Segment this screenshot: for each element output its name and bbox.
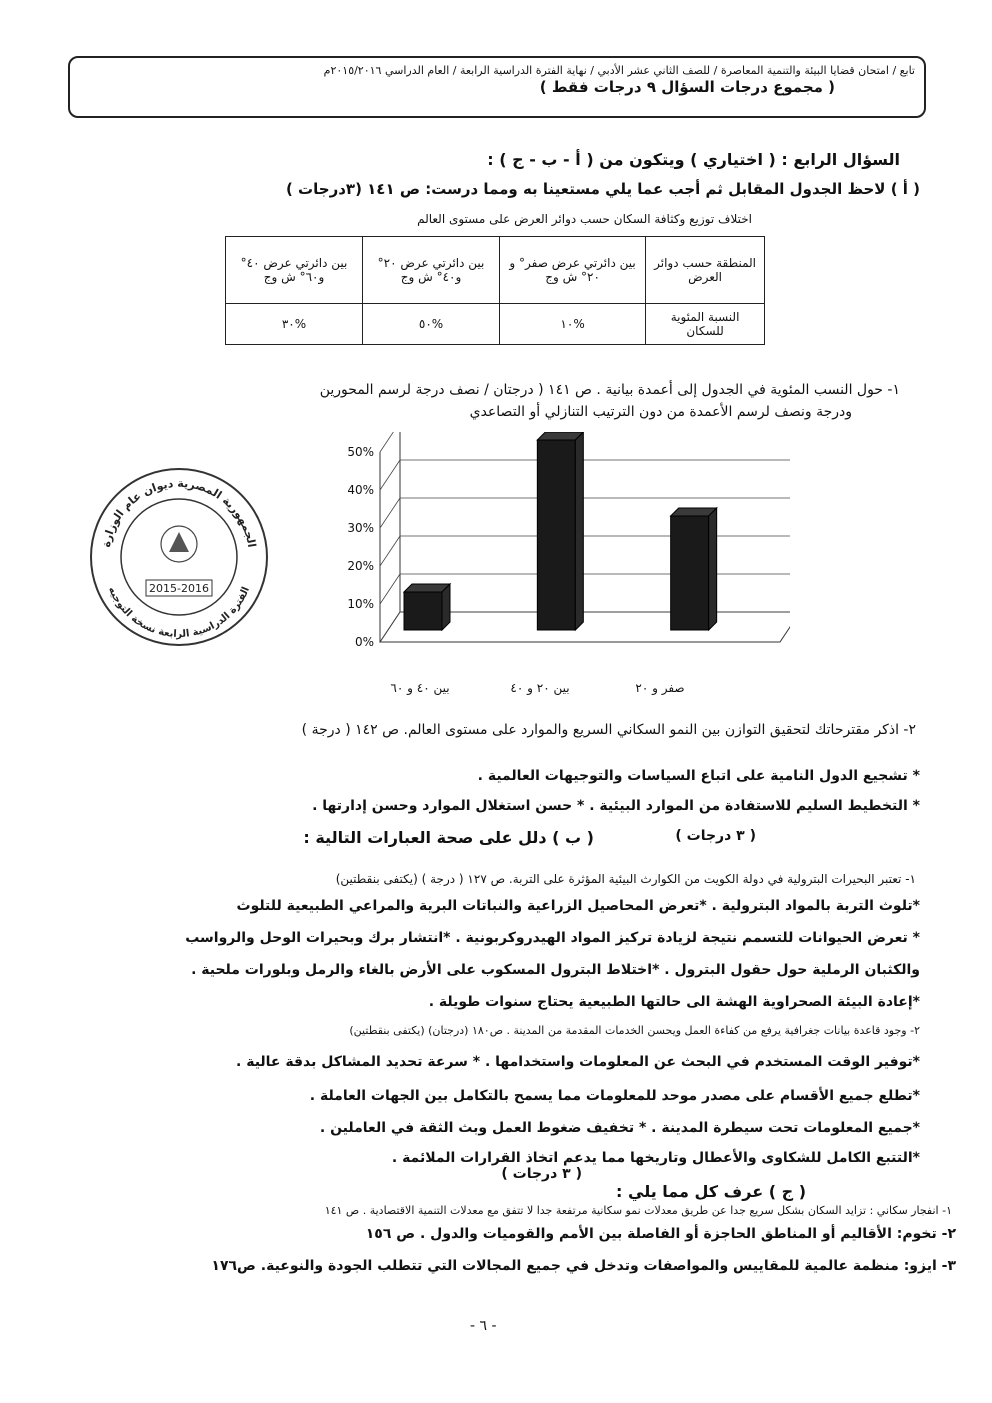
chart-bar-side: [442, 584, 450, 630]
chart-x-labels: [390, 681, 684, 696]
chart-bar-side: [709, 508, 717, 630]
seal-outer-ring: [91, 469, 267, 645]
part-c-heading: ( ج ) عرف كل مما يلي :: [616, 1182, 806, 1201]
chart-gridline-diag: [380, 498, 400, 528]
part-c-marks: ( ٣ درجات ): [501, 1166, 582, 1182]
table-row-label: النسبة المئوية للسكان: [646, 304, 765, 345]
population-table: [225, 236, 765, 345]
table-value-40-60: %٣٠: [226, 304, 363, 345]
question-title: السؤال الرابع : ( اختياري ) ويتكون من ( أ - ب - ج ) :: [487, 150, 900, 169]
b-s1-answer-1: *تلوث التربة بالمواد البترولية . *تعرض المحاصيل الزراعية والنباتات البرية والمراعي الطبيعية للتلوث: [236, 898, 920, 914]
b-s1-answer-2: * تعرض الحيوانات للتسمم نتيجة لزيادة تركيز المواد الهيدروكربونية . *انتشار برك وبحيرات الوحل والرواسب: [185, 930, 920, 946]
chart-gridline-diag: [380, 612, 400, 642]
b-s1-answer-3: والكثبان الرملية حول حقول البترول . *اختلاط البترول المسكوب على الأرض بالغاء والرمل وبلورات ملحية .: [191, 962, 920, 978]
c-definition-2: ٢- تخوم: الأقاليم أو المناطق الحاجزة أو الفاصلة بين الأمم والقوميات والدول . ص ١٥٦: [365, 1226, 956, 1242]
chart-x-tick-label: بين ٢٠ و ٤٠: [510, 681, 570, 695]
q1-text: ١- حول النسب المئوية في الجدول إلى أعمدة بيانية . ص ١٤١ ( درجتان / نصف درجة لرسم المحورين: [319, 382, 900, 398]
chart-y-tick-label: 0%: [354, 635, 374, 649]
table-header-region: المنطقة حسب دوائر العرض: [646, 237, 765, 304]
chart-gridline-diag: [380, 460, 400, 490]
chart-back-wall: [400, 432, 790, 612]
b-s1-answer-4: *إعادة البيئة الصحراوية الهشة الى حالتها الطبيعية يحتاج سنوات طويلة .: [428, 994, 920, 1010]
q2-text: ٢- اذكر مقترحاتك لتحقيق التوازن بين النمو السكاني السريع والموارد على مستوى العالم. ص ١٤٢ ( درجة ): [301, 722, 916, 738]
chart-bar: [671, 516, 709, 630]
chart-y-tick-label: 30%: [347, 521, 374, 535]
seal-year: 2015-2016: [149, 582, 209, 595]
part-b-marks: ( ٣ درجات ): [675, 828, 756, 844]
b-statement-1: ١- تعتبر البحيرات البترولية في دولة الكويت من الكوارث البيئية المؤثرة على التربة. ص ١٢٧ ( درجة ) (يكتفى بنقطتين): [335, 872, 916, 886]
c-definition-1: ١- انفجار سكاني : تزايد السكان بشكل سريع جدا عن طريق معدلات نمو سكانية مرتفعة جدا لا تتفق مع معدلات التنمية الاقتصادية . ص ١٤١: [324, 1204, 952, 1217]
part-b-heading: ( ب ) دلل على صحة العبارات التالية :: [303, 828, 594, 847]
part-a-heading: ( أ ) لاحظ الجدول المقابل ثم أجب عما يلي مستعينا به ومما درست: ص ١٤١ (٣درجات ): [285, 180, 920, 198]
chart-bar: [537, 440, 575, 630]
b-s2-answer-2: *تطلع جميع الأقسام على مصدر موحد للمعلومات مما يسمح بالتكامل بين الجهات العاملة .: [309, 1088, 920, 1104]
table-caption: اختلاف توزيع وكثافة السكان حسب دوائر العرض على مستوى العالم: [417, 212, 752, 226]
table-value-0-20: %١٠: [500, 304, 646, 345]
chart-y-tick-label: 20%: [347, 559, 374, 573]
chart-gridline-diag: [380, 432, 400, 452]
seal-inner-ring: [121, 499, 237, 615]
chart-bar: [404, 592, 442, 630]
table-header-0-20: بين دائرتي عرض صفر° و ٢٠° ش وج: [500, 237, 646, 304]
table-header-40-60: بين دائرتي عرض ٤٠° و٦٠° ش وج: [226, 237, 363, 304]
seal-top-text: الجمهورية المصرية ديوان عام الوزارة: [99, 476, 259, 549]
chart-gridline-diag: [380, 536, 400, 566]
ministry-seal: [84, 462, 274, 652]
q2-answer-1: * تشجيع الدول النامية على اتباع السياسات والتوجيهات العالمية .: [477, 768, 920, 784]
chart-y-tick-label: 10%: [347, 597, 374, 611]
b-statement-2: ٢- وجود قاعدة بيانات جغرافية يرفع من كفاءة العمل ويحسن الخدمات المقدمة من المدينة . ص١٨٠ (درجتان) (يكتفى بنقطتين): [349, 1024, 920, 1037]
page-number: - ٦ -: [470, 1318, 497, 1334]
chart-y-tick-label: 50%: [347, 445, 374, 459]
header-line1: تابع / امتحان قضايا البيئة والتنمية المعاصرة / للصف الثاني عشر الأدبي / نهاية الفترة الدراسية الرابعة / العام الدراسي ٢٠١٥/٢٠١٦م: [323, 64, 915, 77]
c-definition-3: ٣- ايزو: منظمة عالمية للمقاييس والمواصفات وتدخل في جميع المجالات التي تتطلب الجودة والنوعية. ص١٧٦: [211, 1258, 956, 1274]
b-s2-answer-3: *جميع المعلومات تحت سيطرة المدينة . * تخفيف ضغوط العمل وبث الثقة في العاملين .: [319, 1120, 920, 1136]
q1-note: ودرجة ونصف لرسم الأعمدة من دون الترتيب التنازلي أو التصاعدي: [469, 404, 852, 420]
header: [80, 62, 915, 96]
eagle-icon: [169, 532, 189, 552]
table-value-20-40: %٥٠: [363, 304, 500, 345]
q2-answer-2: * التخطيط السليم للاستفادة من الموارد البيئية . * حسن استغلال الموارد وحسن إدارتها .: [312, 798, 920, 814]
table-header-20-40: بين دائرتي عرض ٢٠° و٤٠° ش وج: [363, 237, 500, 304]
header-total-marks: ( مجموع درجات السؤال ٩ درجات فقط ): [539, 78, 835, 96]
chart-bar-side: [575, 432, 583, 630]
chart-y-tick-label: 40%: [347, 483, 374, 497]
b-s2-answer-1: *توفير الوقت المستخدم في البحث عن المعلومات واستخدامها . * سرعة تحديد المشاكل بدقة عالية .: [236, 1054, 920, 1070]
chart-x-tick-label: صفر و ٢٠: [635, 681, 685, 695]
population-bar-chart: [290, 432, 790, 702]
chart-bars: [404, 432, 717, 630]
b-s2-answer-4: *التتبع الكامل للشكاوى والأعطال وتاريخها مما يدعم اتخاذ القرارات الملائمة .: [391, 1150, 920, 1166]
seal-bottom-text: الفترة الدراسية الرابعة نسخة التوجيه: [105, 585, 253, 641]
chart-y-ticks: [347, 445, 374, 649]
chart-gridline-diag: [380, 574, 400, 604]
chart-x-tick-label: بين ٤٠ و ٦٠: [390, 681, 450, 695]
